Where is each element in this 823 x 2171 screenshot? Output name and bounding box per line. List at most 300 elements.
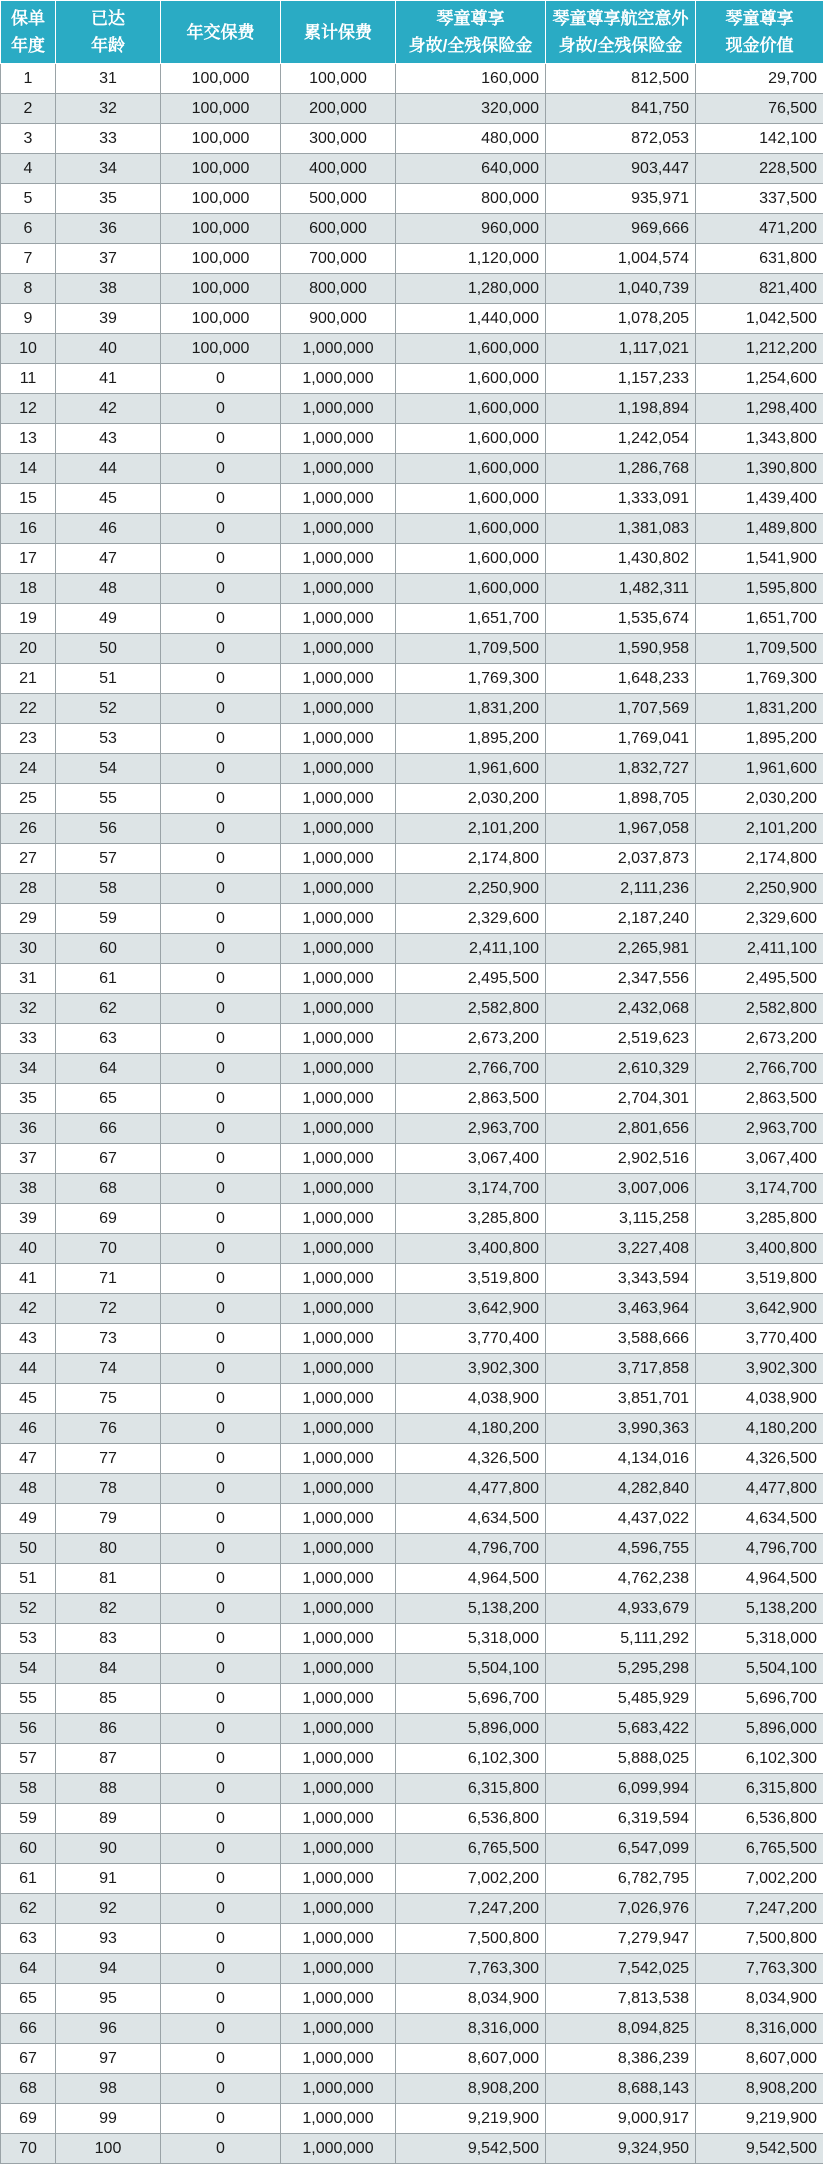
cell-policy-year: 60 <box>1 1834 56 1864</box>
cell-policy-year: 4 <box>1 154 56 184</box>
cell-death-benefit: 1,831,200 <box>396 694 546 724</box>
cell-annual-premium: 100,000 <box>161 304 281 334</box>
cell-age: 94 <box>56 1954 161 1984</box>
cell-policy-year: 59 <box>1 1804 56 1834</box>
cell-policy-year: 38 <box>1 1174 56 1204</box>
cell-annual-premium: 100,000 <box>161 64 281 94</box>
cell-death-benefit: 7,763,300 <box>396 1954 546 1984</box>
table-row <box>1 1624 823 1654</box>
cell-cumulative-premium: 1,000,000 <box>281 1804 396 1834</box>
cell-cash-value: 1,709,500 <box>696 634 823 664</box>
cell-annual-premium: 100,000 <box>161 184 281 214</box>
table-row <box>1 1864 823 1894</box>
cell-air-accident-benefit: 1,648,233 <box>546 664 696 694</box>
cell-death-benefit: 5,504,100 <box>396 1654 546 1684</box>
cell-cumulative-premium: 1,000,000 <box>281 1534 396 1564</box>
cell-air-accident-benefit: 1,381,083 <box>546 514 696 544</box>
cell-death-benefit: 3,285,800 <box>396 1204 546 1234</box>
cell-annual-premium: 0 <box>161 484 281 514</box>
cell-policy-year: 48 <box>1 1474 56 1504</box>
cell-cumulative-premium: 1,000,000 <box>281 844 396 874</box>
cell-cumulative-premium: 300,000 <box>281 124 396 154</box>
cell-age: 57 <box>56 844 161 874</box>
cell-age: 86 <box>56 1714 161 1744</box>
cell-death-benefit: 320,000 <box>396 94 546 124</box>
cell-cumulative-premium: 1,000,000 <box>281 1084 396 1114</box>
cell-death-benefit: 3,174,700 <box>396 1174 546 1204</box>
cell-age: 90 <box>56 1834 161 1864</box>
cell-age: 83 <box>56 1624 161 1654</box>
cell-air-accident-benefit: 1,004,574 <box>546 244 696 274</box>
cell-annual-premium: 0 <box>161 1084 281 1114</box>
cell-policy-year: 12 <box>1 394 56 424</box>
cell-cumulative-premium: 1,000,000 <box>281 1294 396 1324</box>
cell-policy-year: 19 <box>1 604 56 634</box>
cell-age: 84 <box>56 1654 161 1684</box>
cell-annual-premium: 0 <box>161 724 281 754</box>
cell-annual-premium: 0 <box>161 454 281 484</box>
table-row <box>1 1264 823 1294</box>
cell-cumulative-premium: 1,000,000 <box>281 454 396 484</box>
cell-annual-premium: 100,000 <box>161 124 281 154</box>
cell-air-accident-benefit: 1,040,739 <box>546 274 696 304</box>
cell-air-accident-benefit: 3,007,006 <box>546 1174 696 1204</box>
cell-cumulative-premium: 500,000 <box>281 184 396 214</box>
cell-policy-year: 63 <box>1 1924 56 1954</box>
cell-air-accident-benefit: 1,590,958 <box>546 634 696 664</box>
cell-cumulative-premium: 1,000,000 <box>281 934 396 964</box>
cell-age: 46 <box>56 514 161 544</box>
cell-annual-premium: 0 <box>161 1654 281 1684</box>
table-row <box>1 1534 823 1564</box>
table-row <box>1 2104 823 2134</box>
cell-policy-year: 46 <box>1 1414 56 1444</box>
cell-death-benefit: 9,219,900 <box>396 2104 546 2134</box>
cell-air-accident-benefit: 841,750 <box>546 94 696 124</box>
cell-cash-value: 6,315,800 <box>696 1774 823 1804</box>
cell-cumulative-premium: 1,000,000 <box>281 964 396 994</box>
cell-cash-value: 2,495,500 <box>696 964 823 994</box>
cell-policy-year: 6 <box>1 214 56 244</box>
cell-death-benefit: 4,326,500 <box>396 1444 546 1474</box>
cell-age: 79 <box>56 1504 161 1534</box>
cell-cash-value: 1,298,400 <box>696 394 823 424</box>
cell-cumulative-premium: 1,000,000 <box>281 1624 396 1654</box>
cell-policy-year: 26 <box>1 814 56 844</box>
cell-policy-year: 31 <box>1 964 56 994</box>
cell-air-accident-benefit: 5,485,929 <box>546 1684 696 1714</box>
cell-air-accident-benefit: 9,324,950 <box>546 2134 696 2164</box>
cell-cumulative-premium: 1,000,000 <box>281 364 396 394</box>
cell-policy-year: 43 <box>1 1324 56 1354</box>
cell-cash-value: 1,541,900 <box>696 544 823 574</box>
cell-cash-value: 3,067,400 <box>696 1144 823 1174</box>
cell-annual-premium: 0 <box>161 1984 281 2014</box>
cell-cumulative-premium: 1,000,000 <box>281 1174 396 1204</box>
cell-policy-year: 20 <box>1 634 56 664</box>
cell-age: 77 <box>56 1444 161 1474</box>
cell-cumulative-premium: 1,000,000 <box>281 1354 396 1384</box>
cell-air-accident-benefit: 1,286,768 <box>546 454 696 484</box>
cell-policy-year: 37 <box>1 1144 56 1174</box>
table-row <box>1 544 823 574</box>
cell-age: 39 <box>56 304 161 334</box>
cell-policy-year: 54 <box>1 1654 56 1684</box>
cell-death-benefit: 5,318,000 <box>396 1624 546 1654</box>
cell-death-benefit: 8,908,200 <box>396 2074 546 2104</box>
table-row <box>1 904 823 934</box>
table-row <box>1 424 823 454</box>
cell-policy-year: 13 <box>1 424 56 454</box>
cell-cash-value: 4,038,900 <box>696 1384 823 1414</box>
cell-death-benefit: 1,709,500 <box>396 634 546 664</box>
cell-cash-value: 3,519,800 <box>696 1264 823 1294</box>
cell-cash-value: 2,174,800 <box>696 844 823 874</box>
cell-annual-premium: 0 <box>161 2134 281 2164</box>
cell-death-benefit: 1,600,000 <box>396 454 546 484</box>
cell-cumulative-premium: 1,000,000 <box>281 664 396 694</box>
cell-policy-year: 39 <box>1 1204 56 1234</box>
cell-cash-value: 471,200 <box>696 214 823 244</box>
cell-annual-premium: 0 <box>161 1294 281 1324</box>
cell-cash-value: 228,500 <box>696 154 823 184</box>
cell-policy-year: 3 <box>1 124 56 154</box>
cell-age: 96 <box>56 2014 161 2044</box>
cell-air-accident-benefit: 6,547,099 <box>546 1834 696 1864</box>
cell-air-accident-benefit: 1,832,727 <box>546 754 696 784</box>
cell-annual-premium: 0 <box>161 814 281 844</box>
table-row <box>1 1174 823 1204</box>
cell-annual-premium: 0 <box>161 694 281 724</box>
table-row <box>1 214 823 244</box>
cell-death-benefit: 2,963,700 <box>396 1114 546 1144</box>
cell-annual-premium: 0 <box>161 1414 281 1444</box>
cell-death-benefit: 5,896,000 <box>396 1714 546 1744</box>
cell-cumulative-premium: 1,000,000 <box>281 1474 396 1504</box>
cell-death-benefit: 1,600,000 <box>396 424 546 454</box>
cell-death-benefit: 2,030,200 <box>396 784 546 814</box>
cell-cumulative-premium: 1,000,000 <box>281 1204 396 1234</box>
cell-age: 71 <box>56 1264 161 1294</box>
cell-cumulative-premium: 1,000,000 <box>281 2044 396 2074</box>
cell-annual-premium: 0 <box>161 1894 281 1924</box>
cell-age: 55 <box>56 784 161 814</box>
cell-policy-year: 21 <box>1 664 56 694</box>
cell-annual-premium: 100,000 <box>161 154 281 184</box>
table-row <box>1 1384 823 1414</box>
cell-age: 73 <box>56 1324 161 1354</box>
cell-cumulative-premium: 1,000,000 <box>281 1114 396 1144</box>
cell-annual-premium: 0 <box>161 574 281 604</box>
cell-annual-premium: 0 <box>161 784 281 814</box>
cell-policy-year: 2 <box>1 94 56 124</box>
cell-cash-value: 1,489,800 <box>696 514 823 544</box>
cell-policy-year: 11 <box>1 364 56 394</box>
cell-cumulative-premium: 400,000 <box>281 154 396 184</box>
cell-death-benefit: 7,500,800 <box>396 1924 546 1954</box>
cell-air-accident-benefit: 4,596,755 <box>546 1534 696 1564</box>
cell-cumulative-premium: 1,000,000 <box>281 1054 396 1084</box>
cell-age: 43 <box>56 424 161 454</box>
cell-age: 85 <box>56 1684 161 1714</box>
cell-air-accident-benefit: 2,265,981 <box>546 934 696 964</box>
cell-policy-year: 55 <box>1 1684 56 1714</box>
cell-death-benefit: 1,600,000 <box>396 484 546 514</box>
cell-policy-year: 25 <box>1 784 56 814</box>
cell-death-benefit: 1,600,000 <box>396 394 546 424</box>
cell-death-benefit: 6,536,800 <box>396 1804 546 1834</box>
cell-policy-year: 69 <box>1 2104 56 2134</box>
cell-policy-year: 10 <box>1 334 56 364</box>
cell-annual-premium: 0 <box>161 1864 281 1894</box>
cell-age: 97 <box>56 2044 161 2074</box>
cell-cash-value: 1,254,600 <box>696 364 823 394</box>
table-row <box>1 364 823 394</box>
cell-air-accident-benefit: 4,282,840 <box>546 1474 696 1504</box>
cell-death-benefit: 1,895,200 <box>396 724 546 754</box>
cell-cash-value: 8,908,200 <box>696 2074 823 2104</box>
cell-cash-value: 1,343,800 <box>696 424 823 454</box>
cell-cash-value: 9,542,500 <box>696 2134 823 2164</box>
cell-annual-premium: 0 <box>161 1204 281 1234</box>
cell-cash-value: 76,500 <box>696 94 823 124</box>
cell-cumulative-premium: 1,000,000 <box>281 1444 396 1474</box>
cell-death-benefit: 5,696,700 <box>396 1684 546 1714</box>
cell-policy-year: 35 <box>1 1084 56 1114</box>
cell-air-accident-benefit: 903,447 <box>546 154 696 184</box>
table-row <box>1 1834 823 1864</box>
cell-annual-premium: 0 <box>161 1234 281 1264</box>
cell-air-accident-benefit: 1,242,054 <box>546 424 696 454</box>
cell-annual-premium: 0 <box>161 664 281 694</box>
cell-death-benefit: 7,247,200 <box>396 1894 546 1924</box>
cell-policy-year: 56 <box>1 1714 56 1744</box>
cell-air-accident-benefit: 1,333,091 <box>546 484 696 514</box>
cell-cumulative-premium: 1,000,000 <box>281 2134 396 2164</box>
cell-cumulative-premium: 200,000 <box>281 94 396 124</box>
table-row <box>1 1024 823 1054</box>
cell-death-benefit: 3,519,800 <box>396 1264 546 1294</box>
cell-annual-premium: 0 <box>161 874 281 904</box>
cell-air-accident-benefit: 1,967,058 <box>546 814 696 844</box>
cell-death-benefit: 3,642,900 <box>396 1294 546 1324</box>
table-row <box>1 2044 823 2074</box>
cell-policy-year: 34 <box>1 1054 56 1084</box>
table-row <box>1 304 823 334</box>
cell-annual-premium: 0 <box>161 1474 281 1504</box>
cell-air-accident-benefit: 4,134,016 <box>546 1444 696 1474</box>
cell-annual-premium: 100,000 <box>161 274 281 304</box>
cell-cash-value: 2,329,600 <box>696 904 823 934</box>
table-row <box>1 2014 823 2044</box>
table-row <box>1 1684 823 1714</box>
cell-annual-premium: 0 <box>161 1384 281 1414</box>
cell-cumulative-premium: 1,000,000 <box>281 694 396 724</box>
cell-policy-year: 64 <box>1 1954 56 1984</box>
cell-cash-value: 8,316,000 <box>696 2014 823 2044</box>
table-row <box>1 724 823 754</box>
cell-annual-premium: 0 <box>161 1774 281 1804</box>
cell-policy-year: 58 <box>1 1774 56 1804</box>
cell-age: 89 <box>56 1804 161 1834</box>
cell-death-benefit: 6,102,300 <box>396 1744 546 1774</box>
cell-annual-premium: 0 <box>161 424 281 454</box>
cell-policy-year: 9 <box>1 304 56 334</box>
cell-cash-value: 821,400 <box>696 274 823 304</box>
cell-policy-year: 23 <box>1 724 56 754</box>
cell-air-accident-benefit: 1,769,041 <box>546 724 696 754</box>
cell-age: 47 <box>56 544 161 574</box>
cell-cumulative-premium: 1,000,000 <box>281 2104 396 2134</box>
cell-air-accident-benefit: 2,519,623 <box>546 1024 696 1054</box>
cell-age: 99 <box>56 2104 161 2134</box>
cell-air-accident-benefit: 3,343,594 <box>546 1264 696 1294</box>
header-cumulative-premium: 累计保费 <box>281 1 396 64</box>
cell-policy-year: 16 <box>1 514 56 544</box>
cell-death-benefit: 2,863,500 <box>396 1084 546 1114</box>
cell-death-benefit: 2,101,200 <box>396 814 546 844</box>
cell-annual-premium: 100,000 <box>161 94 281 124</box>
cell-cash-value: 2,582,800 <box>696 994 823 1024</box>
cell-age: 33 <box>56 124 161 154</box>
cell-air-accident-benefit: 1,430,802 <box>546 544 696 574</box>
table-row <box>1 694 823 724</box>
cell-age: 60 <box>56 934 161 964</box>
cell-cumulative-premium: 1,000,000 <box>281 784 396 814</box>
cell-air-accident-benefit: 812,500 <box>546 64 696 94</box>
cell-death-benefit: 1,600,000 <box>396 514 546 544</box>
cell-cash-value: 5,138,200 <box>696 1594 823 1624</box>
cell-air-accident-benefit: 8,386,239 <box>546 2044 696 2074</box>
cell-annual-premium: 0 <box>161 1714 281 1744</box>
cell-cumulative-premium: 1,000,000 <box>281 634 396 664</box>
cell-cash-value: 7,247,200 <box>696 1894 823 1924</box>
cell-cumulative-premium: 1,000,000 <box>281 1264 396 1294</box>
table-row <box>1 1204 823 1234</box>
cell-age: 76 <box>56 1414 161 1444</box>
cell-air-accident-benefit: 3,115,258 <box>546 1204 696 1234</box>
cell-air-accident-benefit: 9,000,917 <box>546 2104 696 2134</box>
cell-annual-premium: 0 <box>161 754 281 784</box>
cell-cash-value: 3,642,900 <box>696 1294 823 1324</box>
cell-cumulative-premium: 1,000,000 <box>281 874 396 904</box>
table-row <box>1 124 823 154</box>
cell-policy-year: 24 <box>1 754 56 784</box>
cell-policy-year: 57 <box>1 1744 56 1774</box>
cell-death-benefit: 3,400,800 <box>396 1234 546 1264</box>
cell-cash-value: 5,896,000 <box>696 1714 823 1744</box>
cell-cumulative-premium: 1,000,000 <box>281 1774 396 1804</box>
cell-death-benefit: 1,600,000 <box>396 334 546 364</box>
table-row <box>1 1774 823 1804</box>
cell-death-benefit: 800,000 <box>396 184 546 214</box>
cell-death-benefit: 960,000 <box>396 214 546 244</box>
cell-annual-premium: 0 <box>161 394 281 424</box>
cell-death-benefit: 1,600,000 <box>396 574 546 604</box>
cell-annual-premium: 0 <box>161 1834 281 1864</box>
cell-cash-value: 7,500,800 <box>696 1924 823 1954</box>
cell-annual-premium: 0 <box>161 634 281 664</box>
cell-death-benefit: 4,634,500 <box>396 1504 546 1534</box>
cell-cumulative-premium: 1,000,000 <box>281 1714 396 1744</box>
table-row <box>1 274 823 304</box>
cell-age: 51 <box>56 664 161 694</box>
cell-cumulative-premium: 1,000,000 <box>281 2074 396 2104</box>
table-row <box>1 1054 823 1084</box>
cell-cash-value: 1,212,200 <box>696 334 823 364</box>
table-row <box>1 244 823 274</box>
cell-policy-year: 32 <box>1 994 56 1024</box>
table-row <box>1 1414 823 1444</box>
cell-cumulative-premium: 1,000,000 <box>281 1234 396 1264</box>
cell-age: 54 <box>56 754 161 784</box>
cell-policy-year: 17 <box>1 544 56 574</box>
table-row <box>1 874 823 904</box>
cell-cumulative-premium: 1,000,000 <box>281 1144 396 1174</box>
cell-air-accident-benefit: 5,295,298 <box>546 1654 696 1684</box>
cell-cash-value: 1,390,800 <box>696 454 823 484</box>
cell-air-accident-benefit: 1,157,233 <box>546 364 696 394</box>
cell-cumulative-premium: 800,000 <box>281 274 396 304</box>
cell-policy-year: 41 <box>1 1264 56 1294</box>
cell-cash-value: 6,102,300 <box>696 1744 823 1774</box>
table-row <box>1 454 823 484</box>
table-row <box>1 1714 823 1744</box>
cell-annual-premium: 0 <box>161 1114 281 1144</box>
cell-annual-premium: 0 <box>161 364 281 394</box>
cell-age: 45 <box>56 484 161 514</box>
cell-cumulative-premium: 900,000 <box>281 304 396 334</box>
cell-death-benefit: 1,280,000 <box>396 274 546 304</box>
cell-cash-value: 6,536,800 <box>696 1804 823 1834</box>
table-row <box>1 1894 823 1924</box>
header-air-accident-benefit: 琴童尊享航空意外 身故/全残保险金 <box>546 1 696 64</box>
cell-death-benefit: 7,002,200 <box>396 1864 546 1894</box>
cell-age: 63 <box>56 1024 161 1054</box>
cell-annual-premium: 0 <box>161 1174 281 1204</box>
cell-age: 42 <box>56 394 161 424</box>
cell-cumulative-premium: 1,000,000 <box>281 1024 396 1054</box>
cell-age: 41 <box>56 364 161 394</box>
table-row <box>1 1744 823 1774</box>
cell-air-accident-benefit: 1,482,311 <box>546 574 696 604</box>
cell-cash-value: 5,318,000 <box>696 1624 823 1654</box>
cell-annual-premium: 100,000 <box>161 214 281 244</box>
cell-annual-premium: 100,000 <box>161 334 281 364</box>
table-row <box>1 1924 823 1954</box>
cell-cumulative-premium: 600,000 <box>281 214 396 244</box>
table-row <box>1 334 823 364</box>
cell-age: 40 <box>56 334 161 364</box>
header-annual-premium: 年交保费 <box>161 1 281 64</box>
cell-cash-value: 1,961,600 <box>696 754 823 784</box>
cell-cumulative-premium: 1,000,000 <box>281 574 396 604</box>
cell-death-benefit: 1,651,700 <box>396 604 546 634</box>
cell-death-benefit: 160,000 <box>396 64 546 94</box>
table-row <box>1 154 823 184</box>
cell-policy-year: 53 <box>1 1624 56 1654</box>
table-row <box>1 784 823 814</box>
cell-death-benefit: 1,120,000 <box>396 244 546 274</box>
table-row <box>1 94 823 124</box>
cell-cash-value: 1,651,700 <box>696 604 823 634</box>
cell-cash-value: 631,800 <box>696 244 823 274</box>
cell-annual-premium: 0 <box>161 1564 281 1594</box>
cell-age: 34 <box>56 154 161 184</box>
cell-age: 52 <box>56 694 161 724</box>
cell-air-accident-benefit: 1,078,205 <box>546 304 696 334</box>
cell-annual-premium: 0 <box>161 1594 281 1624</box>
